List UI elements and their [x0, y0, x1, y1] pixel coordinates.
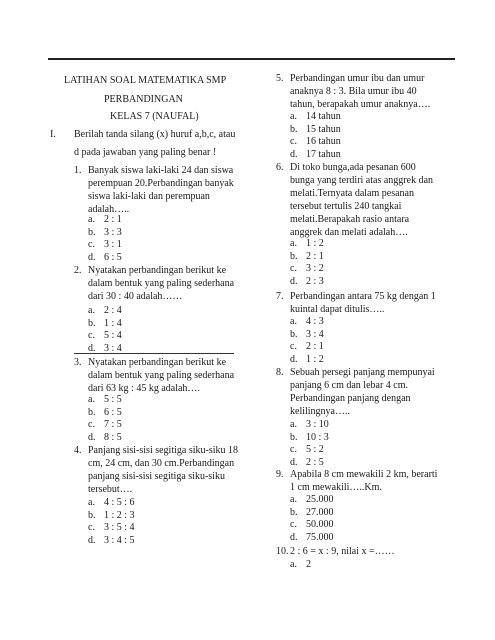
question-text-line: Perbandingan antara 75 kg dengan 1: [290, 291, 436, 302]
question-text-line: panjang sisi-sisi segitiga siku-siku: [88, 471, 225, 482]
option-value: 3 : 10: [306, 419, 329, 430]
option-value: 5 : 2: [306, 444, 324, 456]
option-letter: b.: [290, 328, 298, 340]
option-value: 8 : 5: [104, 432, 122, 444]
question-number: 9.: [276, 469, 284, 480]
question-text-line: 1 cm mewakili…..Km.: [290, 482, 382, 493]
option-value: 1 : 2: [306, 238, 324, 249]
option-value: 3 : 2: [306, 263, 324, 275]
question-text-line: siswa laki-laki dan perempuan: [88, 191, 210, 202]
question-text-line: anaknya 8 : 3. Bila umur ibu 40: [290, 86, 417, 97]
option-value: 2 : 1: [306, 250, 324, 262]
option-letter: a.: [88, 497, 95, 508]
option-value: 7 : 5: [104, 419, 122, 431]
option-letter: c.: [290, 136, 297, 148]
option-value: 6 : 5: [104, 252, 122, 264]
question-text-line: anggrek dan melati adalah….: [290, 227, 408, 238]
option-value: 3 : 4: [104, 343, 122, 355]
top-rule: [48, 58, 455, 60]
question-number: 10.: [276, 546, 289, 557]
option-letter: a.: [88, 305, 95, 316]
option-value: 75.000: [306, 532, 334, 544]
option-value: 25.000: [306, 494, 334, 505]
option-value: 1 : 2: [306, 354, 324, 366]
option-letter: d.: [88, 432, 96, 444]
question-number: 5.: [276, 73, 284, 84]
option-value: 2: [306, 559, 311, 570]
question-separator: [74, 353, 234, 354]
option-letter: c.: [290, 263, 297, 275]
option-letter: a.: [88, 214, 95, 225]
option-letter: a.: [290, 419, 297, 430]
question-text-line: panjang 6 cm dan lebar 4 cm.: [290, 380, 409, 391]
option-value: 17 tahun: [306, 149, 341, 161]
option-letter: a.: [290, 559, 297, 570]
option-letter: d.: [290, 149, 298, 161]
option-letter: c.: [88, 419, 95, 431]
option-value: 2 : 4: [104, 305, 122, 316]
question-text-line: melati.Ternyata dalam pesanan: [290, 188, 414, 199]
question-number: 3.: [74, 357, 82, 368]
option-value: 1 : 4: [104, 317, 122, 329]
option-letter: b.: [88, 509, 96, 521]
question-number: 2.: [74, 265, 82, 276]
option-letter: c.: [88, 330, 95, 342]
question-text-line: dari 63 kg : 45 kg adalah….: [88, 383, 200, 394]
option-letter: c.: [88, 239, 95, 251]
question-text-line: perempuan 20.Perbandingan banyak: [88, 178, 234, 189]
option-letter: d.: [88, 252, 96, 264]
question-number: 7.: [276, 291, 284, 302]
question-number: 1.: [74, 165, 82, 176]
option-value: 3 : 4: [306, 328, 324, 340]
question-text-line: Banyak siswa laki-laki 24 dan siswa: [88, 165, 234, 176]
option-letter: c.: [290, 519, 297, 531]
option-value: 50.000: [306, 519, 334, 531]
option-letter: b.: [290, 506, 298, 518]
question-number: 4.: [74, 445, 82, 456]
question-text-line: dalam bentuk yang paling sederhana: [88, 278, 235, 289]
question-text-line: kelilingnya…..: [290, 406, 350, 417]
question-text-line: dari 30 : 40 adalah……: [88, 291, 183, 302]
question-text-line: Di toko bunga,ada pesanan 600: [290, 162, 416, 173]
question-text-line: 2 : 6 = x : 9, nilai x =……: [290, 546, 395, 557]
option-letter: d.: [290, 457, 298, 469]
question-text-line: kuintal dapat ditulis…..: [290, 304, 385, 315]
option-letter: a.: [290, 238, 297, 249]
question-text-line: tersebut….: [88, 484, 133, 495]
option-value: 3 : 3: [104, 226, 122, 238]
option-letter: a.: [290, 494, 297, 505]
option-value: 10 : 3: [306, 431, 329, 443]
option-value: 5 : 5: [104, 394, 122, 405]
header-class: KELAS 7 (NAUFAL): [110, 111, 199, 122]
header-topic: PERBANDINGAN: [104, 94, 183, 105]
header-title: LATIHAN SOAL MATEMATIKA SMP: [64, 75, 227, 86]
option-value: 15 tahun: [306, 123, 341, 135]
option-letter: a.: [290, 111, 297, 122]
option-value: 2 : 1: [306, 341, 324, 353]
option-letter: d.: [88, 343, 96, 355]
option-value: 3 : 5 : 4: [104, 522, 135, 534]
option-letter: c.: [290, 444, 297, 456]
option-letter: a.: [290, 316, 297, 327]
option-value: 2 : 5: [306, 457, 324, 469]
question-text-line: tersebut tertulis 240 tangkai: [290, 201, 402, 212]
option-letter: b.: [290, 431, 298, 443]
instruction-line-2: d pada jawaban yang paling benar !: [74, 147, 217, 158]
question-text-line: cm, 24 cm, dan 30 cm.Perbandingan: [88, 458, 235, 469]
option-letter: c.: [88, 522, 95, 534]
option-value: 14 tahun: [306, 111, 341, 122]
question-number: 6.: [276, 162, 284, 173]
question-text-line: Apabila 8 cm mewakili 2 km, berarti: [290, 469, 438, 480]
question-text-line: Nyatakan perbandingan berikut ke: [88, 357, 227, 368]
option-value: 1 : 2 : 3: [104, 509, 135, 521]
question-text-line: adalah…..: [88, 204, 130, 215]
option-letter: c.: [290, 341, 297, 353]
option-value: 2 : 3: [306, 276, 324, 288]
option-letter: d.: [290, 532, 298, 544]
option-value: 4 : 3: [306, 316, 324, 327]
option-letter: a.: [88, 394, 95, 405]
question-text-line: Sebuah persegi panjang mempunyai: [290, 367, 435, 378]
question-text-line: Nyatakan perbandingan berikut ke: [88, 265, 227, 276]
option-letter: b.: [88, 226, 96, 238]
question-text-line: Panjang sisi-sisi segitiga siku-siku 18: [88, 445, 238, 456]
option-letter: b.: [290, 250, 298, 262]
option-letter: d.: [290, 354, 298, 366]
option-value: 2 : 1: [104, 214, 122, 225]
option-letter: b.: [88, 317, 96, 329]
option-value: 6 : 5: [104, 406, 122, 418]
option-letter: d.: [88, 535, 96, 547]
option-letter: b.: [88, 406, 96, 418]
question-text-line: Perbandingan umur ibu dan umur: [290, 73, 425, 84]
option-value: 4 : 5 : 6: [104, 497, 135, 508]
option-value: 27.000: [306, 506, 334, 518]
question-text-line: Perbandingan panjang dengan: [290, 393, 411, 404]
option-value: 5 : 4: [104, 330, 122, 342]
option-value: 3 : 1: [104, 239, 122, 251]
section-numeral: I.: [50, 129, 56, 140]
option-value: 16 tahun: [306, 136, 341, 148]
instruction-line-1: Berilah tanda silang (x) huruf a,b,c, atau: [74, 129, 236, 140]
question-number: 8.: [276, 367, 284, 378]
question-text-line: melati.Berapakah rasio antara: [290, 214, 410, 225]
question-text-line: tahun, berapakah umur anaknya….: [290, 99, 431, 110]
option-value: 3 : 4 : 5: [104, 535, 135, 547]
question-text-line: bunga yang terdiri atas anggrek dan: [290, 175, 434, 186]
option-letter: b.: [290, 123, 298, 135]
question-text-line: dalam bentuk yang paling sederhana: [88, 370, 235, 381]
option-letter: d.: [290, 276, 298, 288]
